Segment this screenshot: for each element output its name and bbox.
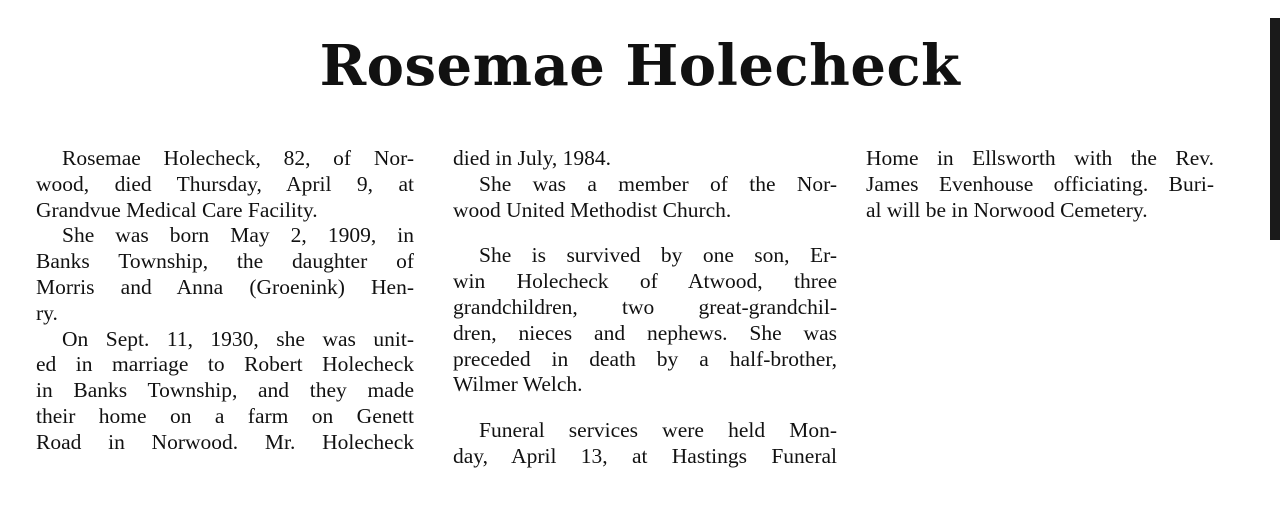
text-column-2 [453,146,837,470]
text-line: day, April 13, at Hastings Funeral [453,443,837,468]
text-line: ry. [36,300,58,325]
text-line: grandchildren, two great-grandchil- [453,294,837,319]
text-line: She was born May 2, 1909, in [62,223,414,248]
text-line: She is survived by one son, Er- [479,243,837,268]
text-line: wood, died Thursday, April 9, at [36,171,414,196]
text-line: ed in marriage to Robert Holecheck [36,352,414,377]
page-edge-mark [1270,18,1280,240]
text-line: win Holecheck of Atwood, three [453,269,837,294]
text-line: al will be in Norwood Cemetery. [866,197,1148,222]
text-line: Home in Ellsworth with the Rev. [866,146,1214,170]
text-line: dren, nieces and nephews. She was [453,320,837,345]
text-line: in Banks Township, and they made [36,378,414,403]
text-line: Funeral services were held Mon- [479,418,837,443]
text-line: James Evenhouse officiating. Buri- [866,171,1214,196]
text-line: Morris and Anna (Groenink) Hen- [36,274,414,299]
text-line: She was a member of the Nor- [479,171,837,196]
obituary-title: Rosemae Holecheck [319,33,961,99]
text-line: On Sept. 11, 1930, she was unit- [62,326,414,351]
text-line: Rosemae Holecheck, 82, of Nor- [62,146,414,170]
text-line: their home on a farm on Genett [36,403,414,428]
text-line: Road in Norwood. Mr. Holecheck [36,429,414,454]
text-column-3 [866,146,1214,223]
text-line: Banks Township, the daughter of [36,249,414,274]
text-column-1 [36,146,414,456]
text-line: Grandvue Medical Care Facility. [36,197,318,222]
text-line: Wilmer Welch. [453,372,583,397]
text-line: died in July, 1984. [453,146,612,170]
text-line: preceded in death by a half-brother, [453,346,837,371]
text-line: wood United Methodist Church. [453,197,732,222]
